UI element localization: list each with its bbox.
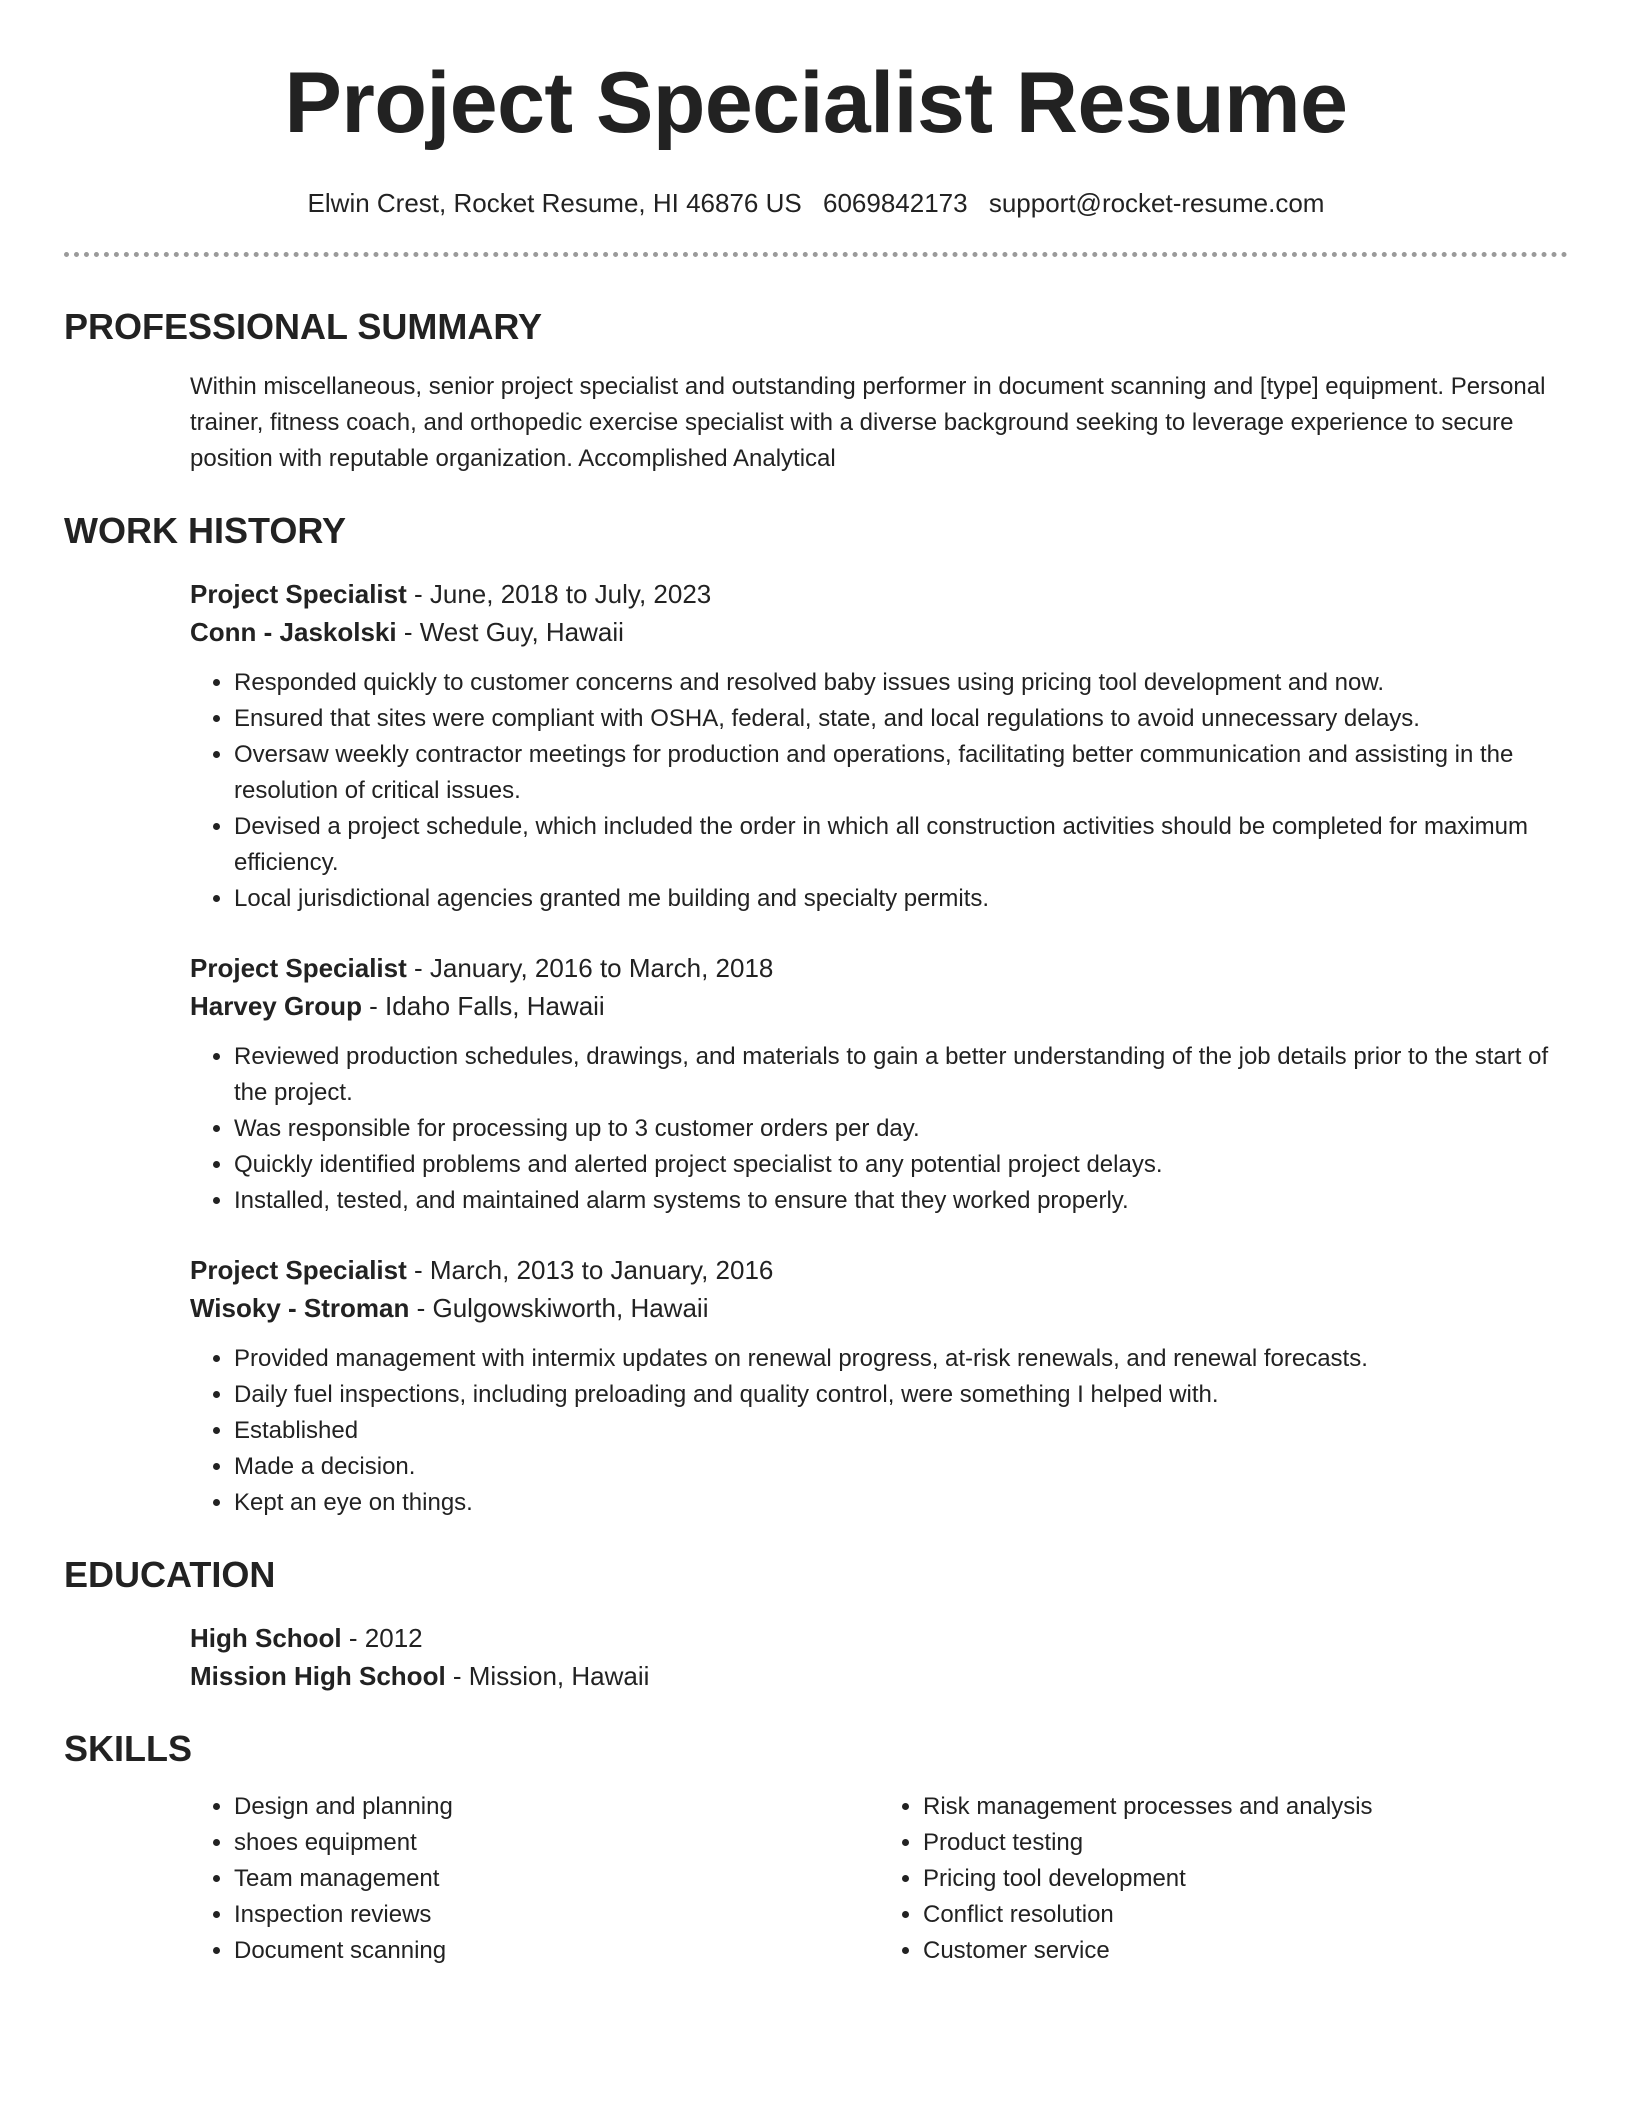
skills-grid xyxy=(190,1789,1568,1969)
skill-item: • Customer service xyxy=(923,1933,1568,1969)
job-location: - Idaho Falls, Hawaii xyxy=(361,991,605,1021)
job-dates: - January, 2016 to March, 2018 xyxy=(406,953,774,983)
skills-right-column xyxy=(879,1789,1568,1969)
job-role: Project Specialist xyxy=(190,1255,407,1285)
job-bullets xyxy=(190,1341,1568,1521)
list-item: • Made a decision. xyxy=(234,1449,1568,1485)
list-item: • Was responsible for processing up to 3 customer orders per day. xyxy=(234,1111,1568,1147)
list-item: • Local jurisdictional agencies granted me building and specialty permits. xyxy=(234,881,1568,917)
header-divider xyxy=(64,252,1568,257)
job-dates: - March, 2013 to January, 2016 xyxy=(406,1255,774,1285)
work-history-heading: WORK HISTORY xyxy=(64,510,347,551)
skills-left-column xyxy=(190,1789,879,1969)
contact-email: support@rocket-resume.com xyxy=(988,188,1325,218)
resume-title: Project Specialist Resume xyxy=(284,55,1348,151)
skills-section xyxy=(64,1728,1568,1969)
skill-item: • Document scanning xyxy=(234,1933,879,1969)
skill-item: • Conflict resolution xyxy=(923,1897,1568,1933)
job-bullets xyxy=(190,1039,1568,1219)
education-school: Mission High School xyxy=(190,1661,446,1691)
list-item: • Provided management with intermix updates on renewal progress, at-risk renewals, and renewal forecasts. xyxy=(234,1341,1568,1377)
education-degree-line xyxy=(190,1619,1568,1657)
list-item: • Daily fuel inspections, including preloading and quality control, were something I helped with. xyxy=(234,1377,1568,1413)
summary-heading: PROFESSIONAL SUMMARY xyxy=(64,306,543,347)
education-section xyxy=(64,1554,1568,1695)
list-item: • Reviewed production schedules, drawings, and materials to gain a better understanding of the job details prior to the start of the project. xyxy=(234,1039,1568,1111)
skill-item: • Inspection reviews xyxy=(234,1897,879,1933)
education-location: - Mission, Hawaii xyxy=(445,1661,650,1691)
contact-phone: 6069842173 xyxy=(822,188,968,218)
job-bullets xyxy=(190,665,1568,917)
job-title-line xyxy=(190,1251,1568,1289)
education-school-line xyxy=(190,1657,1568,1695)
list-item: • Quickly identified problems and alerted project specialist to any potential project delays. xyxy=(234,1147,1568,1183)
job-role: Project Specialist xyxy=(190,579,407,609)
job-company: Harvey Group xyxy=(190,991,362,1021)
job-dates: - June, 2018 to July, 2023 xyxy=(406,579,712,609)
job-entry xyxy=(190,1251,1568,1521)
job-company-line xyxy=(190,1289,1568,1327)
list-item: • Installed, tested, and maintained alarm systems to ensure that they worked properly. xyxy=(234,1183,1568,1219)
job-company-line xyxy=(190,613,1568,651)
job-role: Project Specialist xyxy=(190,953,407,983)
job-title-line xyxy=(190,575,1568,613)
job-company: Wisoky - Stroman xyxy=(190,1293,410,1323)
skill-item: • Team management xyxy=(234,1861,879,1897)
list-item: • Established xyxy=(234,1413,1568,1449)
contact-address: Elwin Crest, Rocket Resume, HI 46876 US xyxy=(307,188,802,218)
list-item: • Devised a project schedule, which included the order in which all construction activities should be completed for maximum efficiency. xyxy=(234,809,1568,881)
job-entry xyxy=(190,949,1568,1219)
list-item: • Ensured that sites were compliant with OSHA, federal, state, and local regulations to avoid unnecessary delays. xyxy=(234,701,1568,737)
skill-item: • Product testing xyxy=(923,1825,1568,1861)
job-location: - Gulgowskiworth, Hawaii xyxy=(409,1293,709,1323)
list-item: • Responded quickly to customer concerns and resolved baby issues using pricing tool development and now. xyxy=(234,665,1568,701)
contact-line xyxy=(64,190,1568,216)
skill-item: • Pricing tool development xyxy=(923,1861,1568,1897)
skill-item: • Risk management processes and analysis xyxy=(923,1789,1568,1825)
skills-heading: SKILLS xyxy=(64,1728,193,1769)
list-item: • Kept an eye on things. xyxy=(234,1485,1568,1521)
job-title-line xyxy=(190,949,1568,987)
summary-section xyxy=(64,306,1568,477)
summary-text: Within miscellaneous, senior project specialist and outstanding performer in document scanning and [type] equipment. Personal trainer, fitness coach, and orthopedic exercise specialist with a diverse background seeking to leverage experience to secure position with reputable organization. Accomplished Analytical xyxy=(190,373,1546,472)
job-company-line xyxy=(190,987,1568,1025)
education-entry xyxy=(190,1619,1568,1695)
job-location: - West Guy, Hawaii xyxy=(396,617,624,647)
job-company: Conn - Jaskolski xyxy=(190,617,397,647)
skill-item: • Design and planning xyxy=(234,1789,879,1825)
education-degree: High School xyxy=(190,1623,342,1653)
work-history-section xyxy=(64,510,1568,1521)
job-entry xyxy=(190,575,1568,917)
education-year: - 2012 xyxy=(341,1623,423,1653)
education-heading: EDUCATION xyxy=(64,1554,276,1595)
list-item: • Oversaw weekly contractor meetings for production and operations, facilitating better communication and assisting in the resolution of critical issues. xyxy=(234,737,1568,809)
skill-item: • shoes equipment xyxy=(234,1825,879,1861)
